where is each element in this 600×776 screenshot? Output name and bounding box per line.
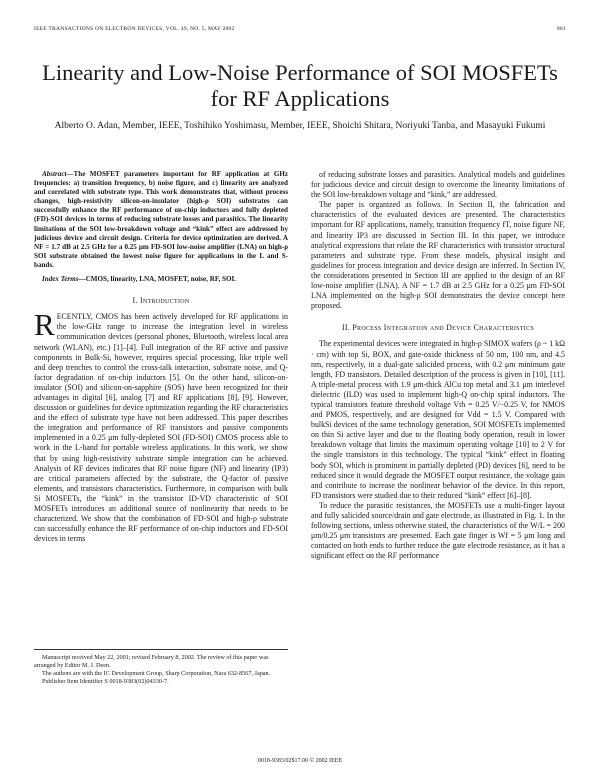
- right-paragraph-4: To reduce the parasitic resistances, the MOSFETs use a multi-finger layout and fully salicided source/drain and gate electrode, as illustrated in Fig. 1. In the following sections, unless otherwise stated, the characteristics of the W/L = 200 μm/0.25 μm transistors are presented. Each gate finger is Wf = 5 μm long and contacted on both ends to further reduce the gate electrode resistance, as it has a significant effect on the RF performance: [311, 500, 565, 561]
- copyright-line: 0018-9383/02$17.00 © 2002 IEEE: [257, 758, 343, 764]
- journal-header: IEEE TRANSACTIONS ON ELECTRON DEVICES, VOL. 49, NO. 5, MAY 2002: [34, 26, 235, 32]
- index-terms: [34, 275, 288, 284]
- abstract: [34, 170, 288, 270]
- abstract-lead: Abstract—: [42, 170, 74, 178]
- right-paragraph-3: The experimental devices were integrated in high-ρ SIMOX wafers (ρ ~ 1 kΩ · cm) with top Si, BOX, and gate-oxide thickness of 50 nm, 100 nm, and 4.5 nm, respectively, in a dual-gate salicided process, with 0.2 μm minimum gate length, FD transistors. Detailed description of the process is given in [10], [11]. A triple-metal process with 1.9 μm-thick AlCu top metal and 3.1 μm interlevel dielectric (ILD) was used to implement high-Q on-chip spiral inductors. The typical transistors feature threshold voltage Vth = 0.25 V/−0.25 V, for NMOS and PMOS, respectively, and are designed for Vdd = 1.5 V. Compared with bulkSi devices of the same technology generation, SOI MOSFETs implemented on thin Si active layer and due to the floating body operation, result in lower breakdown voltage that limits the maximum operating voltage [10] to 2 V for the single transistors in this technology. The typical “kink” effect in floating body SOI, which is prominent in partially depleted (PD) devices [6], need to be reduced since it would degrade the MOSFET output resistance, the voltage gain and contribute to increase the nonlinear behavior of the device. In this report, FD transistors were studied due to their reduced “kink” effect [6]–[8].: [311, 339, 565, 500]
- footnote-affiliation: The authors are with the IC Development Group, Sharp Corporation, Nara 632-8567, Japan.: [42, 670, 271, 677]
- paper-title: Linearity and Low-Noise Performance of SOI MOSFETs for RF Applications: [42, 60, 558, 111]
- footnote-identifier: Publisher Item Identifier S 0018-9383(02)04330-7.: [42, 678, 169, 685]
- drop-cap: R: [34, 307, 55, 343]
- abstract-text: The MOSFET parameters important for RF application at GHz frequencies: a) transition frequency, b) noise figure, and c) linearity are analyzed and correlated with substrate type. This work demonstrates that, without process changes, high-resistivity silicon-on-insulator (high-ρ SOI) substrates can successfully enhance the RF performance of on-chip inductors and fully depleted (FD)-SOI devices in terms of reducing substrate losses and parasitics. The linearity limitations of the SOI low-breakdown voltage and “kink” effect are addressed by judicious device and circuit design. Criteria for device optimization are derived. A NF = 1.7 dB at 2.5 GHz for a 0.25 μm FD-SOI low-noise amplifier (LNA) on high-ρ SOI substrate obtained the lowest noise figure for applications in the L and S-bands.: [34, 170, 288, 269]
- page-number: 881: [557, 26, 566, 32]
- index-terms-lead: Index Terms—: [42, 275, 86, 284]
- right-paragraph-1: of reducing substrate losses and parasitics. Analytical models and guidelines for judicious device and circuit design to overcome the linearity limitations of the SOI low-breakdown voltage and “kink,” are addressed.: [311, 170, 565, 200]
- right-column: [311, 170, 565, 561]
- footnote: [34, 649, 288, 686]
- section-heading-introduction: I. Introduction: [132, 296, 190, 306]
- intro-paragraph: [34, 307, 288, 544]
- left-column: [34, 170, 288, 544]
- footnote-manuscript: Manuscript received May 22, 2001; revised February 8, 2002. The review of this paper was arranged by Editor M. J. Deen.: [34, 654, 269, 669]
- index-terms-text: CMOS, linearity, LNA, MOSFET, noise, RF, SOI.: [85, 275, 237, 284]
- right-paragraph-2: The paper is organized as follows. In Section II, the fabrication and characteristics of the evaluated devices are presented. The characteristics important for RF applications, namely, transition frequency fT, noise figure NF, and linearity IP3 are discussed in Section III. In this paper, we introduce analytical expressions that relate the RF characteristics with transistor structural parameters and substrate type. From these models, physical insight and guidelines for process integration and device design are inferred. In Section IV, the considerations presented in Section III are applied to the design of an RF low-noise amplifier (LNA). A NF = 1.7 dB at 2.5 GHz for a 0.25 μm FD-SOI LNA implemented on the high-ρ SOI demonstrates the device concept here proposed.: [311, 200, 565, 311]
- section-heading-process: II. Process Integration and Device Characteristics: [341, 323, 535, 333]
- author-list: Alberto O. Adan, Member, IEEE, Toshihiko Yoshimasu, Member, IEEE, Shoichi Shitara, Noriyuki Tanba, and Masayuki Fukumi: [54, 121, 546, 131]
- intro-text: ECENTLY, CMOS has been actively developed for RF applications in the low-GHz range to increase the integration level in wireless communication devices (personal phones, Bluetooth, wireless local area network (WLAN), etc.) [1]–[4]. Full integration of the RF active and passive components in Bulk-Si, however, requires special processing, like triple well and deep trenches to control the cross-talk interaction, substrate noise, and Q-factor degradation of on-chip inductors [5]. On the other hand, silicon-on-insulator (SOI) and silicon-on-sapphire (SOS) have been recognized for their advantages in digital [6], analog [7] and RF applications [8], [9]. However, discussion or guidelines for device optimization regarding the RF characteristics and the effect of substrate type have not been addressed. This paper describes the integration and performance of RF transistors and passive components implemented in a 0.25 μm fully-depleted SOI (FD-SOI) CMOS process able to work in the L-band for portable wireless applications. In this work, we show that by using high-resistivity substrate simple integration can be achieved. Analysis of RF devices indicates that RF noise figure (NF) and linearity (IP3) are critical parameters affected by the substrate, the Q-factor of passive elements, and transistors characteristics. Furthermore, in comparison with bulk Si MOSFETs, the “kink” in the transistor ID-VD characteristic of SOI MOSFETs introduces an additional source of nonlinearity that needs to be characterized. We show that the combination of FD-SOI and high-ρ substrate can successfully enhance the RF performance of on-chip inductors and FD-SOI devices in terms: [34, 312, 288, 544]
- running-head: [34, 26, 566, 32]
